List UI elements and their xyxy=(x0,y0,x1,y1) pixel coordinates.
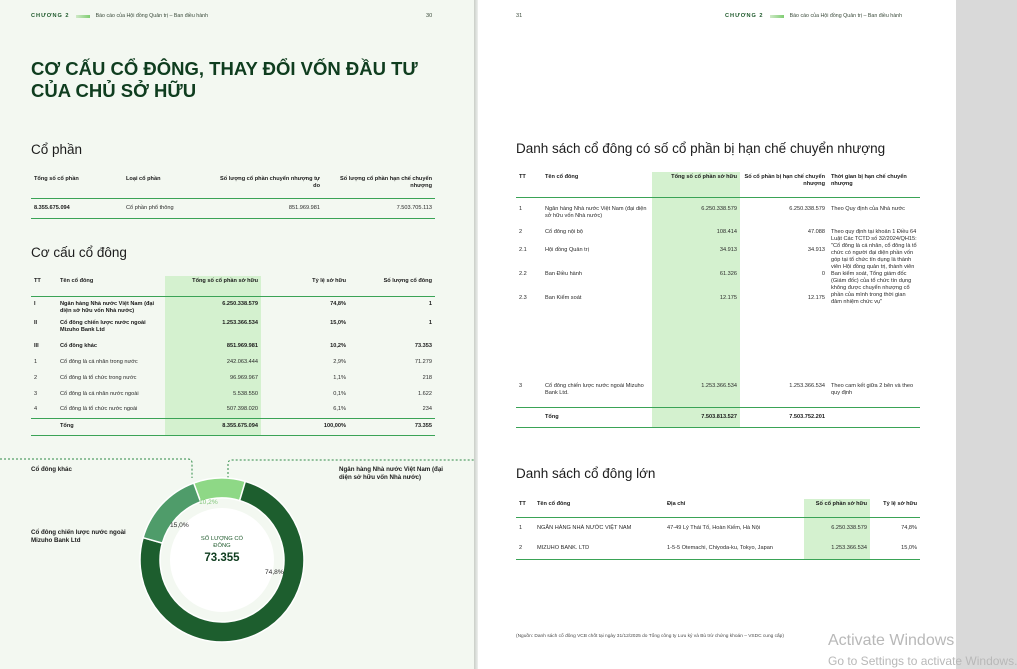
row-index: 2 xyxy=(519,229,523,235)
restriction-time: Theo cam kết giữa 2 bên và theo quy định xyxy=(831,383,914,396)
count-cell: 1.622 xyxy=(418,390,432,397)
total-shares-cell: 8.355.675.094 xyxy=(34,204,70,211)
ratio-cell: 10,2% xyxy=(330,342,346,349)
count-cell: 1 xyxy=(428,320,432,326)
chapter-header xyxy=(725,13,902,19)
total-label: Tổng xyxy=(60,423,74,429)
shareholder-name: Cổ đông chiến lược nước ngoài Mizuho Bank Ltd xyxy=(60,320,146,333)
shares-cell: 1.253.366.534 xyxy=(165,316,261,338)
shareholder-name: NGÂN HÀNG NHÀ NƯỚC VIỆT NAM xyxy=(537,524,632,531)
chapter-title: Báo cáo của Hội đồng Quản trị – Ban điều hành xyxy=(789,13,903,19)
page-number: 30 xyxy=(426,13,433,19)
count-cell: 73.353 xyxy=(414,342,432,349)
total-row xyxy=(516,407,920,427)
total-restricted: 7.503.752.201 xyxy=(789,413,825,420)
activation-watermark-title: Activate Windows xyxy=(828,632,955,649)
donut-center-label: SỐ LƯỢNG CỔ ĐÔNG xyxy=(200,536,244,549)
count-cell: 1 xyxy=(428,300,432,307)
row-index: 1 xyxy=(519,524,523,531)
restricted-cell: 0 xyxy=(821,271,825,277)
shares-cell: 6.250.338.579 xyxy=(652,197,740,225)
address-cell: 1-5-5 Otemachi, Chiyoda-ku, Tokyo, Japan xyxy=(667,545,773,552)
pct-mizuho: 15,0% xyxy=(170,522,189,529)
label-mizuho: Cổ đông chiến lược nước ngoài Mizuho Bank Ltd xyxy=(31,529,126,544)
col-header: Địa chỉ xyxy=(667,501,686,507)
table-row xyxy=(31,338,435,354)
shareholder-name: Ban Điều hành xyxy=(545,271,583,277)
shareholder-name: Cổ đông là cá nhân trong nước xyxy=(60,358,138,365)
row-index: 2 xyxy=(34,374,38,381)
count-cell: 218 xyxy=(422,374,432,381)
table-row xyxy=(31,386,435,402)
shareholder-name: Ban Kiểm soát xyxy=(545,295,582,301)
shares-cell: 108.414 xyxy=(652,225,740,247)
shareholder-name: Cổ đông chiến lược nước ngoài Mizuho Bank Ltd. xyxy=(545,383,644,396)
row-index: 4 xyxy=(34,406,38,413)
col-header: Thời gian bị hạn chế chuyển nhượng xyxy=(831,174,907,187)
shares-cell: 6.250.338.579 xyxy=(165,296,261,316)
total-ratio: 100,00% xyxy=(323,423,346,429)
table-row xyxy=(31,198,435,218)
connector-line-other xyxy=(0,459,192,478)
label-other-shareholders: Cổ đông khác xyxy=(31,466,72,473)
table-row xyxy=(31,354,435,370)
col-header: Tên cổ đông xyxy=(545,174,579,180)
row-index: 1 xyxy=(519,205,523,212)
page-title: CƠ CẤU CỔ ĐÔNG, THAY ĐỔI VỐN ĐẦU TƯ CỦA CHỦ SỞ HỮU xyxy=(31,58,418,101)
col-header: Tỷ lệ sở hữu xyxy=(312,278,346,284)
count-cell: 234 xyxy=(422,406,432,413)
pct-other: 10,2% xyxy=(199,499,218,506)
col-header: Số lượng cổ phần chuyển nhượng tự do xyxy=(220,176,320,189)
table-row xyxy=(516,539,920,559)
total-row xyxy=(31,418,435,435)
restricted-shares-cell: 7.503.705.113 xyxy=(396,204,432,211)
major-shareholders-table xyxy=(516,499,920,560)
shareholder-name: Cổ đông là tổ chức nước ngoài xyxy=(60,406,138,413)
left-page xyxy=(0,0,474,669)
shares-heading: Cổ phần xyxy=(31,142,83,157)
col-header: TT xyxy=(519,501,526,507)
col-header: Số cổ phần bị hạn chế chuyển nhượng xyxy=(744,174,825,187)
shares-cell: 5.538.550 xyxy=(165,386,261,402)
source-note: (Nguồn: Danh sách cổ đông VCB chốt tại ngày 31/12/2025 do Tổng công ty Lưu ký và Bù trừ chứng khoán – VSDC cung cấp) xyxy=(516,634,784,639)
shares-cell: 507.398.020 xyxy=(165,402,261,418)
donut-center-text xyxy=(192,536,252,564)
page-number: 31 xyxy=(516,13,523,19)
shareholder-name: Cổ đông nội bộ xyxy=(545,229,583,235)
row-index: I xyxy=(34,300,36,307)
structure-table xyxy=(31,276,435,436)
chapter-label: CHƯƠNG 2 xyxy=(725,13,764,19)
shareholder-name: Cổ đông khác xyxy=(60,342,97,349)
header-accent-bar xyxy=(770,15,784,18)
table-row xyxy=(31,316,435,338)
structure-heading: Cơ cấu cổ đông xyxy=(31,245,127,260)
restricted-cell: 6.250.338.579 xyxy=(789,205,825,212)
right-page xyxy=(478,0,956,669)
shares-cell: 242.063.444 xyxy=(165,354,261,370)
table-row xyxy=(31,296,435,316)
row-index: 3 xyxy=(519,383,523,389)
total-count: 73.355 xyxy=(414,423,432,429)
shareholder-name: MIZUHO BANK. LTD xyxy=(537,545,590,552)
count-cell: 71.279 xyxy=(414,358,432,365)
shares-cell: 1.253.366.534 xyxy=(804,539,870,559)
ratio-cell: 0,1% xyxy=(333,390,346,397)
table-row xyxy=(516,225,920,247)
restricted-cell: 47.088 xyxy=(807,229,825,235)
ratio-cell: 74,8% xyxy=(330,300,346,307)
ratio-cell: 2,9% xyxy=(333,358,346,365)
table-row xyxy=(516,383,920,407)
col-header: Tỷ lệ sở hữu xyxy=(883,501,917,507)
restriction-time: Theo quy định tại khoản 1 Điều 64 Luật Các TCTD số 32/2024/QH15: "Cổ đông là cá nhân, cổ đông là tổ chức có người đại diện phần vốn góp tại tổ chức tín dụng là thành viên Hội đồng quản trị, thành viên Ban kiểm soát, Tổng giám đốc (Giám đốc) của tổ chức tín dụng không được chuyển nhượng cổ phần của mình trong thời gian đảm nhiệm chức vụ" xyxy=(831,229,917,305)
total-label: Tổng xyxy=(545,413,559,420)
major-shareholders-heading: Danh sách cổ đông lớn xyxy=(516,466,656,481)
chapter-header xyxy=(31,13,208,19)
pct-sbv: 74,8% xyxy=(265,569,284,576)
shareholder-name: Hội đồng Quản trị xyxy=(545,247,589,253)
table-row xyxy=(516,197,920,225)
table-row xyxy=(31,370,435,386)
row-index: 2.3 xyxy=(519,295,527,301)
col-header: Tên cổ đông xyxy=(60,278,94,284)
shareholder-name: Ngân hàng Nhà nước Việt Nam (đại diện sở hữu vốn Nhà nước) xyxy=(545,205,647,219)
chapter-title: Báo cáo của Hội đồng Quản trị – Ban điều hành xyxy=(95,13,209,19)
row-index: 3 xyxy=(34,390,38,397)
header-accent-bar xyxy=(76,15,90,18)
donut-center-value: 73.355 xyxy=(204,552,240,564)
col-header: TT xyxy=(519,174,526,180)
shares-cell: 12.175 xyxy=(652,295,740,383)
ratio-cell: 15,0% xyxy=(330,320,346,326)
share-type-cell: Cổ phần phổ thông xyxy=(126,204,174,211)
table-row xyxy=(516,517,920,539)
ratio-cell: 15,0% xyxy=(901,545,917,552)
shares-cell: 6.250.338.579 xyxy=(804,517,870,539)
col-header: Tổng số cổ phần sở hữu xyxy=(652,172,740,197)
col-header: Số lượng cổ phần hạn chế chuyển nhượng xyxy=(340,176,432,189)
row-index: 1 xyxy=(34,358,38,365)
total-shares: 8.355.675.094 xyxy=(165,418,261,435)
activation-watermark-subtitle: Go to Settings to activate Windows. xyxy=(828,654,1017,668)
shares-cell: 1.253.366.534 xyxy=(652,383,740,407)
row-index: 2 xyxy=(519,545,523,552)
col-header: Số lượng cổ đông xyxy=(383,278,432,284)
chapter-label: CHƯƠNG 2 xyxy=(31,13,70,19)
col-header: TT xyxy=(34,278,41,284)
restricted-cell: 12.175 xyxy=(807,295,825,301)
col-header: Tên cổ đông xyxy=(537,501,571,507)
col-header: Số cổ phần sở hữu xyxy=(804,499,870,517)
ratio-cell: 6,1% xyxy=(333,406,346,413)
free-shares-cell: 851.969.981 xyxy=(288,204,320,211)
col-header: Tổng số cổ phần xyxy=(34,176,79,182)
address-cell: 47-49 Lý Thái Tổ, Hoàn Kiếm, Hà Nội xyxy=(667,524,761,531)
shares-cell: 34.913 xyxy=(652,247,740,271)
restricted-cell: 1.253.366.534 xyxy=(789,383,825,389)
label-sbv: Ngân hàng Nhà nước Việt Nam (đại diện sở hữu vốn Nhà nước) xyxy=(339,466,443,481)
shareholder-name: Ngân hàng Nhà nước Việt Nam (đại diện sở hữu vốn Nhà nước) xyxy=(60,300,155,314)
col-header: Loại cổ phần xyxy=(126,176,161,182)
row-index: 2.2 xyxy=(519,271,527,277)
restricted-heading: Danh sách cổ đông có số cổ phần bị hạn chế chuyển nhượng xyxy=(516,141,886,156)
restricted-table xyxy=(516,172,920,428)
table-row xyxy=(31,402,435,418)
row-index: III xyxy=(34,342,39,349)
shares-cell: 96.969.967 xyxy=(165,370,261,386)
restricted-cell: 34.913 xyxy=(807,247,825,253)
shares-cell: 851.969.981 xyxy=(165,338,261,354)
shares-table xyxy=(31,174,435,219)
shares-cell: 61.326 xyxy=(652,271,740,295)
row-index: II xyxy=(34,320,38,326)
col-header: Tổng số cổ phần sở hữu xyxy=(165,276,261,296)
ratio-cell: 1,1% xyxy=(333,374,346,381)
restriction-time: Theo Quy định của Nhà nước xyxy=(831,205,905,212)
shareholder-name: Cổ đông là tổ chức trong nước xyxy=(60,374,137,381)
row-index: 2.1 xyxy=(519,247,527,253)
shareholder-name: Cổ đông là cá nhân nước ngoài xyxy=(60,390,139,397)
ratio-cell: 74,8% xyxy=(901,524,917,531)
total-shares: 7.503.813.527 xyxy=(652,407,740,427)
